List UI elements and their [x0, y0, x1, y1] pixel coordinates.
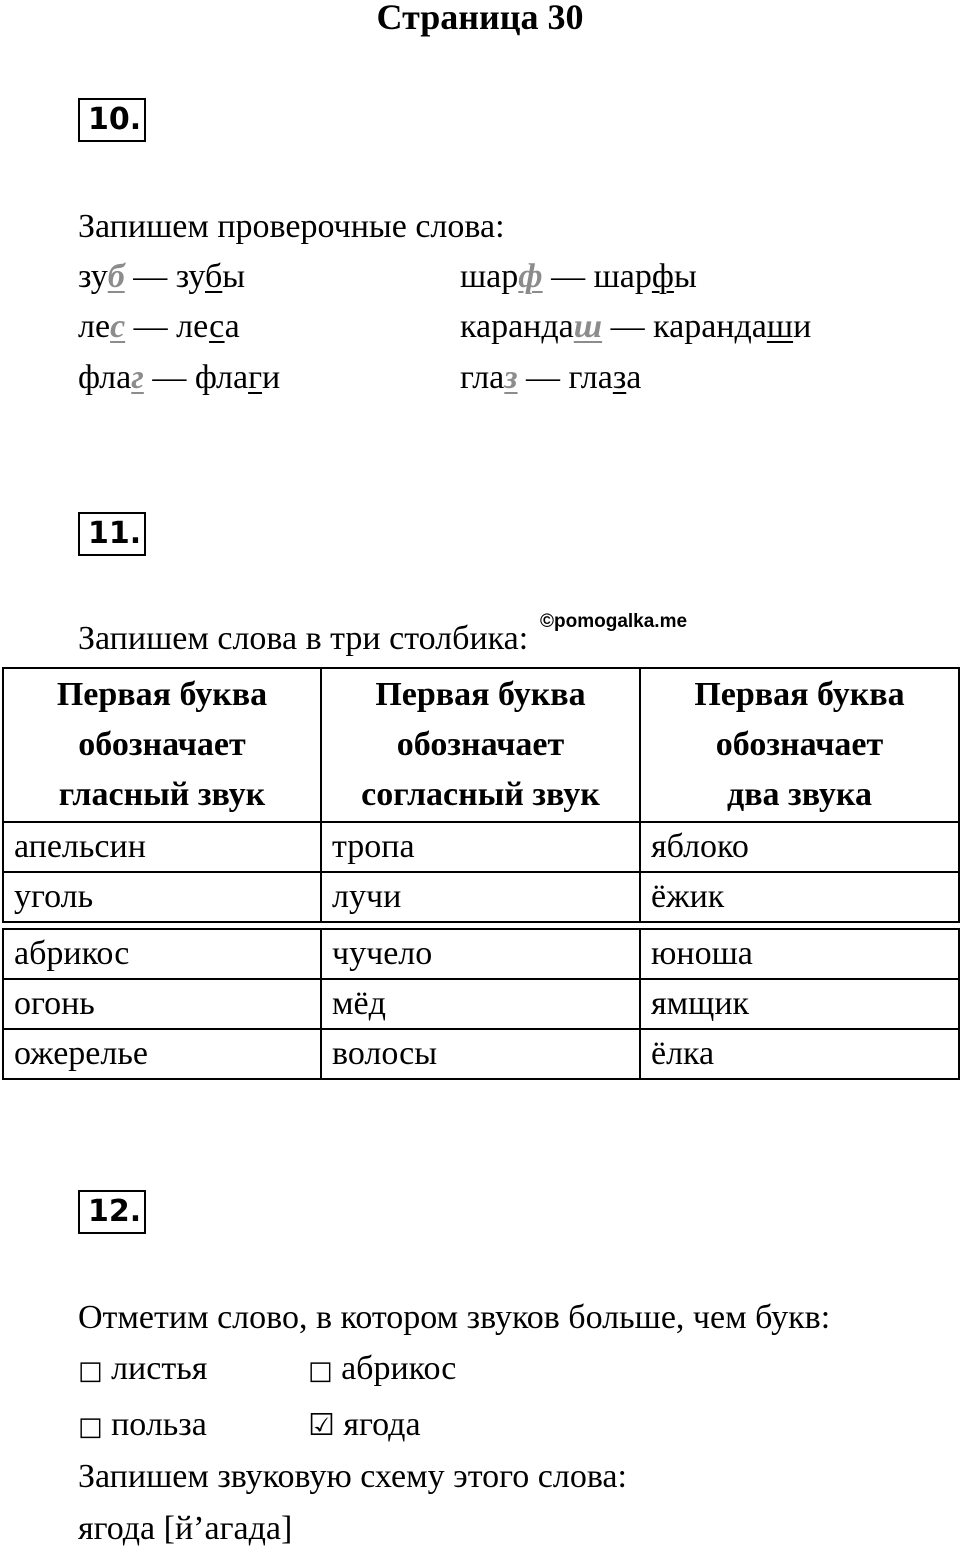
option-polza: □ польза [78, 1406, 207, 1443]
check-word-pair: глаз — глаза [460, 359, 642, 396]
table-cell: апельсин [3, 822, 321, 872]
table-cell: ёлка [640, 1029, 959, 1079]
table-cell: юноша [640, 929, 959, 979]
table-row [3, 1029, 959, 1079]
page-title: Страница 30 [376, 0, 584, 37]
check-word-pair: флаг — флаги [78, 359, 281, 396]
table-cell: абрикос [3, 929, 321, 979]
column-header-two-sounds: Первая буква обозначает два звука [640, 668, 959, 822]
checkbox-unchecked-icon: □ [78, 1412, 103, 1442]
table-cell: чучело [321, 929, 640, 979]
task-10-number: 10. [78, 98, 146, 142]
column-header-consonant: Первая буква обозначает согласный звук [321, 668, 640, 822]
check-word-pair: зуб — зубы [78, 258, 246, 295]
option-listya: □ листья [78, 1350, 208, 1387]
checkbox-unchecked-icon: □ [78, 1356, 103, 1386]
watermark: ©pomogalka.me [540, 611, 688, 632]
task-12-number: 12. [78, 1190, 146, 1234]
table-row [3, 979, 959, 1029]
column-header-vowel: Первая буква обозначает гласный звук [3, 668, 321, 822]
table-cell: мёд [321, 979, 640, 1029]
words-table-bottom [2, 928, 960, 1080]
option-yagoda: ☑ ягода [308, 1406, 421, 1443]
table-cell: яблоко [640, 822, 959, 872]
checkbox-checked-icon: ☑ [308, 1408, 335, 1443]
task-10-intro: Запишем проверочные слова: [78, 208, 505, 245]
table-cell: ёжик [640, 872, 959, 922]
task-12-intro: Отметим слово, в котором звуков больше, чем букв: [78, 1299, 831, 1336]
table-cell: ожерелье [3, 1029, 321, 1079]
table-cell: лучи [321, 872, 640, 922]
check-word-pair: шарф — шарфы [460, 258, 697, 295]
table-row [3, 872, 959, 922]
table-cell: волосы [321, 1029, 640, 1079]
table-cell: огонь [3, 979, 321, 1029]
table-row [3, 822, 959, 872]
table-row [3, 929, 959, 979]
option-abrikos: □ абрикос [308, 1350, 457, 1387]
scheme-intro: Запишем звуковую схему этого слова: [78, 1458, 627, 1495]
table-cell: тропа [321, 822, 640, 872]
check-word-pair: карандаш — карандаши [460, 308, 812, 345]
table-cell: ямщик [640, 979, 959, 1029]
task-11-number: 11. [78, 512, 146, 556]
task-11-intro: Запишем слова в три столбика: [78, 620, 529, 657]
words-table-top [2, 667, 960, 923]
sound-scheme: ягода [й’агада] [78, 1510, 293, 1547]
checkbox-unchecked-icon: □ [308, 1356, 333, 1386]
table-cell: уголь [3, 872, 321, 922]
check-word-pair: лес — леса [78, 308, 240, 345]
table-header-row [3, 668, 959, 822]
